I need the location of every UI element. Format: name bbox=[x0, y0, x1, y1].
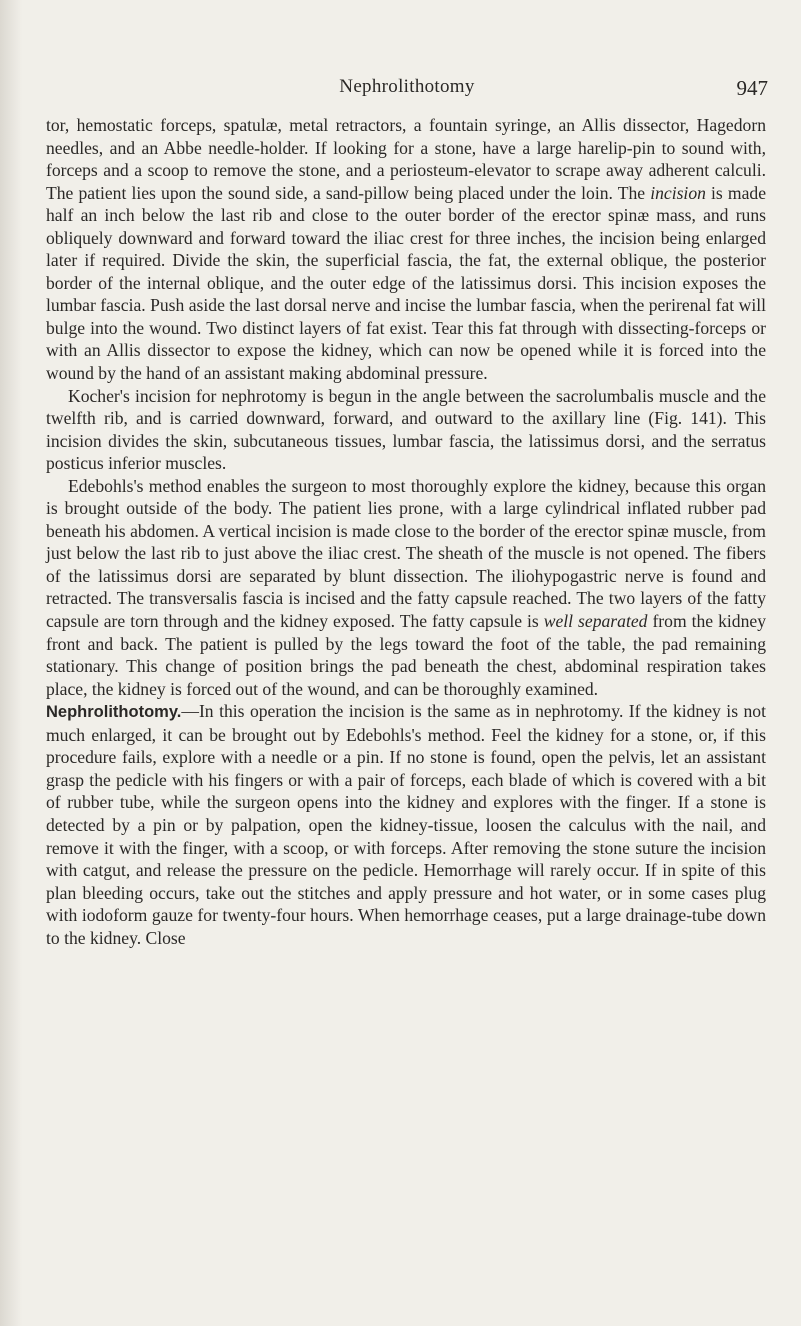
paragraph-instruments bbox=[46, 114, 766, 385]
section-heading-nephrolithotomy: Nephrolithotomy. bbox=[46, 703, 182, 722]
paragraph-text: from the kidney front and back. The patient is pulled by the legs toward the foot of the table, the pad remaining stationary. This change of position brings the pad beneath the chest, abdominal respiration takes place, the kidney is forced out of the wound, and can be thoroughly examined. bbox=[46, 611, 766, 699]
paragraph-text: —In this operation the incision is the same as in nephrotomy. If the kidney is not much enlarged, it can be brought out by Edebohls's method. Feel the kidney for a stone, or, if this procedure fails, explore with a needle or a pin. If no stone is found, open the pelvis, let an assistant grasp the pedicle with his fingers or with a pair of forceps, each blade of which is covered with a bit of rubber tube, while the surgeon opens into the kidney and explores with the finger. If a stone is detected by a pin or by palpation, open the kidney-tissue, loosen the calculus with the nail, and remove it with the finger, with a scoop, or with forceps. After removing the stone suture the incision with catgut, and release the pressure on the pedicle. Hemorrhage will rarely occur. If in spite of this plan bleeding occurs, take out the stitches and apply pressure and hot water, or in some cases plug with iodoform gauze for twenty-four hours. When hemorrhage ceases, put a large drainage-tube down to the kidney. Close bbox=[46, 701, 766, 948]
paragraph-text: Kocher's incision for nephrotomy is begun in the angle between the sacrolumbalis muscle and the twelfth rib, and is carried downward, forward, and outward to the axillary line (Fig. 141). This incision divides the skin, subcutaneous tissues, lumbar fascia, the latissimus dorsi, and the serratus posticus inferior muscles. bbox=[46, 385, 766, 474]
paragraph-text: tor, hemostatic forceps, spatulæ, metal retractors, a fountain syringe, an Allis dissector, Hagedorn needles, and an Abbe needle-holder. If looking for a stone, have a large harelip-pin to sound with, forceps and a scoop to remove the stone, and a periosteum-elevator to scrape away adherent calculi. The patient lies upon the sound side, a sand-pillow being placed under the loin. The bbox=[46, 115, 766, 203]
running-head bbox=[46, 76, 768, 104]
paragraph-text: Edebohls's method enables the surgeon to most thoroughly explore the kidney, because this organ is brought outside of the body. The patient lies prone, with a large cylindrical inflated rubber pad beneath his abdomen. A vertical incision is made close to the border of the erector spinæ muscle, from just below the last rib to just above the iliac crest. The sheath of the muscle is not opened. The fibers of the latissimus dorsi are separated by blunt dissection. The iliohypogastric nerve is found and retracted. The transversalis fascia is incised and the fatty capsule reached. The two layers of the fatty capsule are torn through and the kidney exposed. The fatty capsule is bbox=[46, 475, 766, 632]
body-text bbox=[46, 114, 766, 949]
page-number: 947 bbox=[736, 76, 768, 100]
paragraph-kocher-incision bbox=[46, 385, 766, 475]
paragraph-edebohls-method bbox=[46, 475, 766, 700]
emphasis-well-separated: well separated bbox=[543, 611, 648, 632]
paragraph-nephrolithotomy bbox=[46, 700, 766, 949]
paragraph-text: is made half an inch below the last rib and close to the outer border of the erector spinæ mass, and runs obliquely downward and forward toward the iliac crest for three inches, the incision being enlarged later if required. Divide the skin, the superficial fascia, the fat, the external oblique, the posterior border of the internal oblique, and the outer edge of the latissimus dorsi. This incision exposes the lumbar fascia. Push aside the last dorsal nerve and incise the lumbar fascia, when the perirenal fat will bulge into the wound. Two distinct layers of fat exist. Tear this fat through with dissecting-forceps or with an Allis dissector to expose the kidney, which can now be opened while it is forced into the wound by the hand of an assistant making abdominal pressure. bbox=[46, 182, 767, 384]
page-binding-shadow bbox=[0, 0, 22, 1326]
emphasis-incision: incision bbox=[650, 182, 706, 203]
running-head-title: Nephrolithotomy bbox=[339, 76, 475, 97]
